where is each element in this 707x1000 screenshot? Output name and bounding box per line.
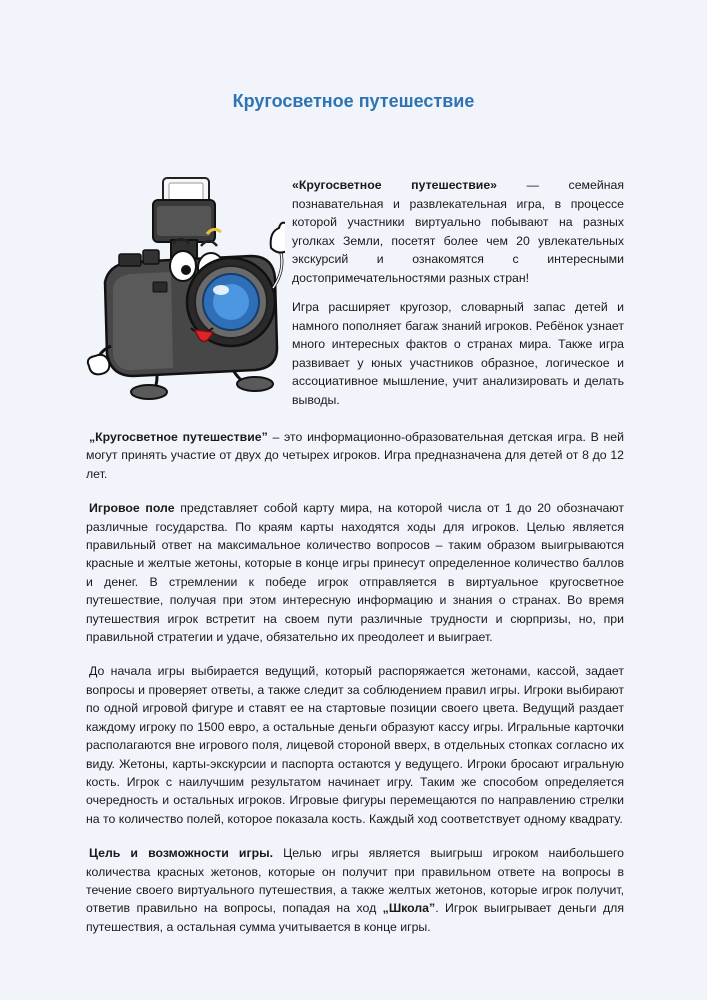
intro-paragraph-1-text: — семейная познавательная и развлекательная игра, в процессе которой участники виртуально побывают на разных уголках Земли, посетят более чем 20 увлекательных экскурсий и ознакомятся с интересными достопримечательностями разных стран! [292, 178, 624, 285]
page-title: Кругосветное путешествие [232, 91, 475, 111]
camera-mascot-illustration [83, 170, 285, 400]
paragraph-4-lead: Цель и возможности игры. [89, 846, 274, 861]
paragraph-4-text-1: Целью игры является выигрыш игроком наибольшего количества красных жетонов, которые он получит при правильном ответе на вопросы в течение своего виртуального путешествия, а также желтых жетонов, которые игрок получит, ответив правильно на вопросы, попадая на ход [86, 846, 624, 916]
paragraph-4-text-2: . Игрок выигрывает деньги для путешествия, а остальная сумма учитывается в конце игры. [86, 901, 624, 934]
paragraph-2-lead: Игровое поле [89, 501, 175, 516]
intro-paragraph-1 [292, 176, 624, 287]
body-paragraph-3: До начала игры выбирается ведущий, который распоряжается жетонами, кассой, задает вопросы и проверяет ответы, а также следит за соблюдением правил игры. Игроки выбирают по одной игровой фигуре и ставят ее на стартовые позиции своего цвета. Ведущий раздает каждому игроку по 1500 евро, а остальные деньги образуют кассу игры. Игральные карточки располагаются вне игрового поля, лицевой стороной вверх, в отдельных стопках согласно их виду. Жетоны, карты-экскурсии и паспорта остаются у ведущего. Игроки бросают игральную кость. Игрок с наилучшим результатом начинает игру. Таким же способом определяется очередность и остальных игроков. Игровые фигуры перемещаются по направлению стрелки на то количество полей, которое показала кость. Каждый ход соответствует одному квадрату. [86, 664, 624, 826]
body-paragraph-2 [86, 499, 624, 646]
intro-lead-term: «Кругосветное путешествие» [292, 178, 498, 192]
paragraph-1-text: – это информационно-образовательная детская игра. В ней могут принять участие от двух до четырех игроков. Игра предназначена для детей от 8 до 12 лет. [86, 430, 624, 481]
intro-paragraph-2: Игра расширяет кругозор, словарный запас детей и намного пополняет багаж знаний игроков. Ребёнок узнает много интересных фактов о странах мира. Также игра развивает у юных участников образное, логическое и ассоциативное мышление, учит анализировать и делать выводы. [292, 300, 624, 407]
body-paragraph-4 [86, 844, 624, 936]
paragraph-1-lead: „Кругосветное путешествие” [89, 430, 268, 444]
paragraph-4-school-term: „Школа” [382, 901, 436, 916]
paragraph-2-text: представляет собой карту мира, на которой числа от 1 до 20 обозначают различные государства. По краям карты находятся ходы для игроков. Целью является правильный ответ на максимальное количество вопросов – таким образом выигрываются красные и желтые жетоны, которые в конце игры принесут определенное количество баллов и денег. В стремлении к победе игрок отправляется в виртуальное кругосветное путешествие, получая при этом интересную информацию и знания о странах. Во время путешествия игрок встретит на своем пути различные трудности и сюрпризы, но, при правильной стратегии и удаче, обязательно их преодолеет и выиграет. [86, 501, 624, 645]
body-paragraph-1 [86, 428, 624, 483]
intro-section [292, 176, 624, 420]
main-body [86, 428, 624, 952]
